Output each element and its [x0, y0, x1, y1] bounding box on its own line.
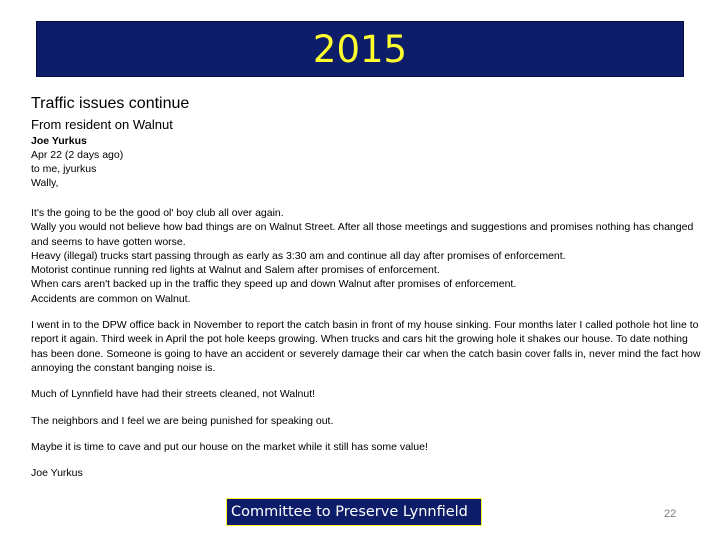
email-line: Accidents are common on Walnut. — [31, 292, 191, 305]
email-signature: Joe Yurkus — [31, 467, 83, 480]
slide-title: 2015 — [312, 27, 408, 71]
email-line: Heavy (illegal) trucks start passing through as early as 3:30 am and continue all day after promises of enforcement. — [31, 249, 566, 262]
email-line: Motorist continue running red lights at Walnut and Salem after promises of enforcement. — [31, 264, 440, 277]
page-number: 22 — [664, 508, 677, 520]
slide-heading: Traffic issues continue — [31, 95, 190, 112]
email-line: It's the going to be the good ol' boy club all over again. — [31, 207, 284, 219]
email-line: Wally you would not believe how bad things are on Walnut Street. After all those meetings and suggestions and promises nothing has changed and seems to have gotten worse. — [31, 221, 694, 248]
title-banner — [36, 21, 684, 77]
email-body — [31, 206, 701, 480]
email-paragraph: I went in to the DPW office back in November to report the catch basin in front of my house sinking. Four months later I called pothole hot line to report it again. Third week in April the pot hole keeps growing. When trucks and cars hit the growing hole it shakes our house. To date nothing has been done. Someone is going to have an accident or severely damage their car when the catch basin cover falls in, never mind the fact how annoying the constant banging noise is. — [31, 319, 701, 374]
email-greeting: Wally, — [31, 177, 59, 189]
email-line: When cars aren't backed up in the traffic they speed up and down Walnut after promises of enforcement. — [31, 278, 517, 291]
email-header — [31, 134, 123, 190]
email-paragraph: Much of Lynnfield have had their streets cleaned, not Walnut! — [31, 388, 316, 401]
slide-subheading: From resident on Walnut — [31, 117, 173, 132]
email-sender: Joe Yurkus — [31, 135, 87, 147]
email-paragraph: Maybe it is time to cave and put our house on the market while it still has some value! — [31, 440, 428, 453]
email-paragraph: The neighbors and I feel we are being punished for speaking out. — [31, 414, 334, 427]
email-recipients: to me, jyurkus — [31, 163, 97, 175]
email-date: Apr 22 (2 days ago) — [31, 149, 124, 161]
footer-label: Committee to Preserve Lynnfield — [226, 498, 482, 526]
